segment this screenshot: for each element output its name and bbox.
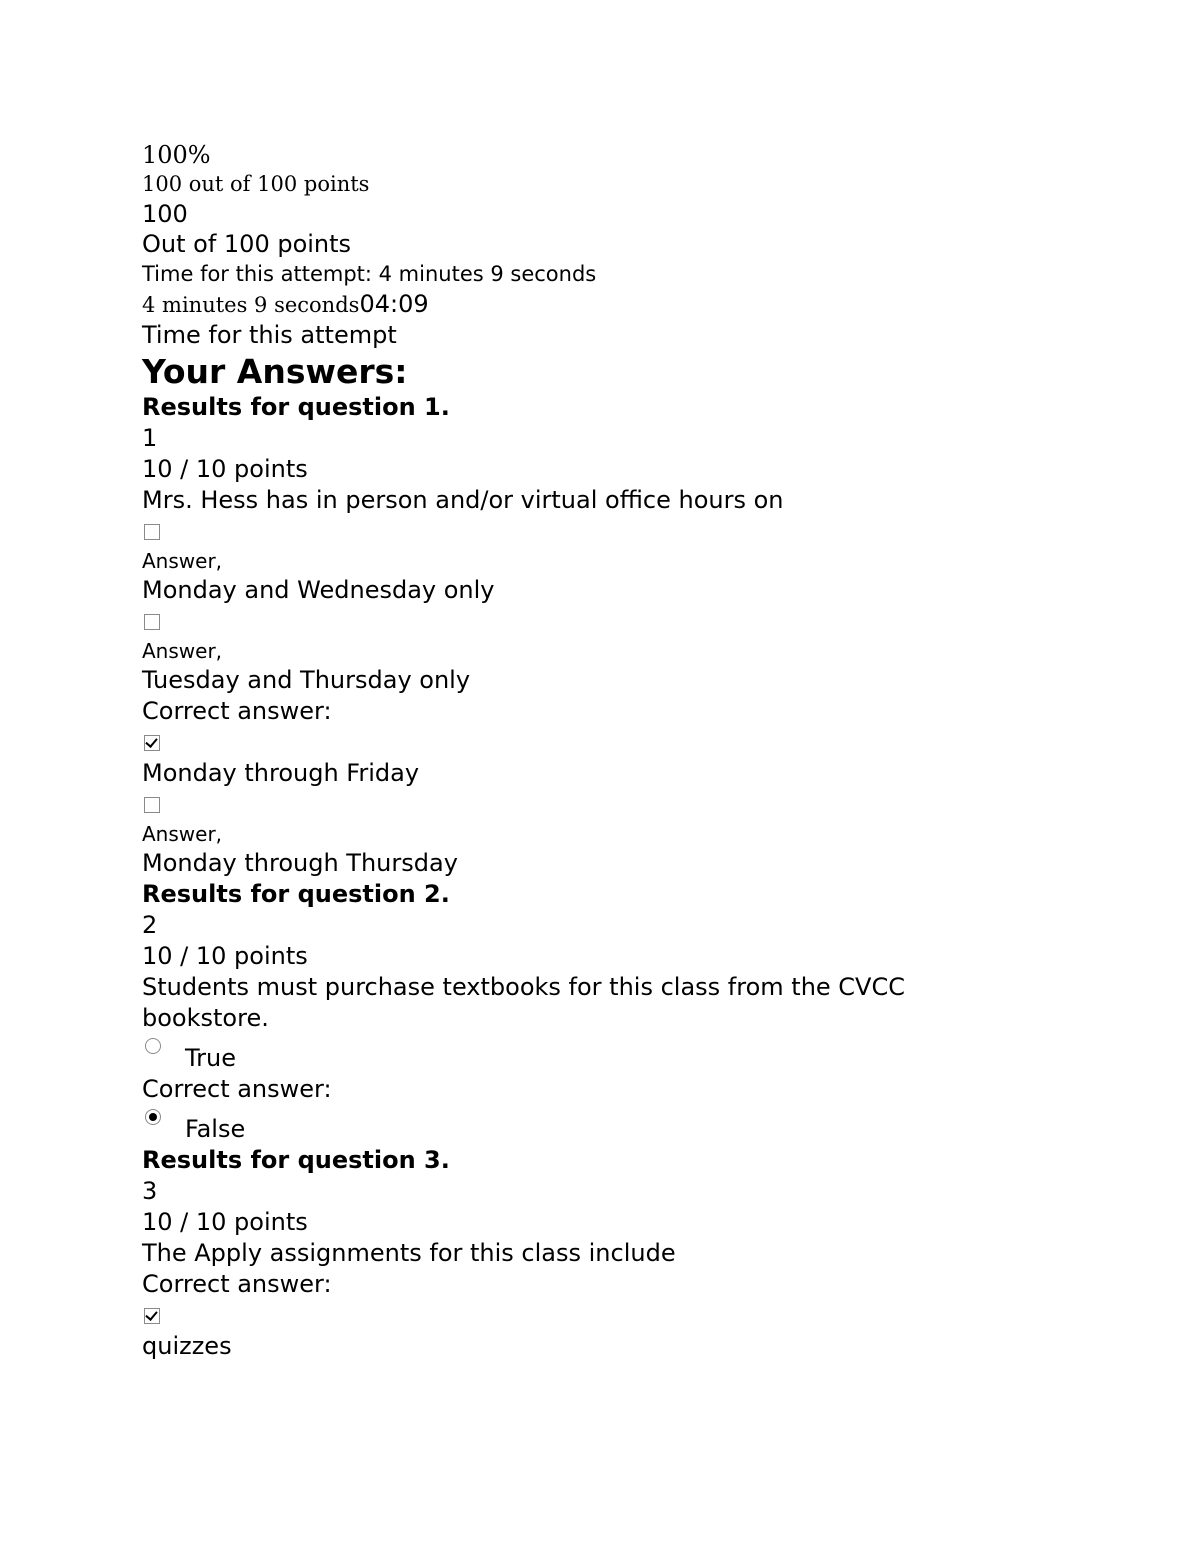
question-prompt: The Apply assignments for this class include: [142, 1239, 676, 1267]
correct-answer-label: Correct answer:: [142, 697, 332, 725]
radio-button[interactable]: [145, 1038, 161, 1054]
answer-text: False: [185, 1115, 246, 1143]
question-3: [142, 1145, 1042, 1362]
question-number: 3: [142, 1177, 158, 1205]
answer-tag: Answer,: [142, 822, 223, 846]
correct-answer-label: Correct answer:: [142, 1075, 332, 1103]
answer-option-true[interactable]: [142, 1034, 1042, 1074]
answer-checkbox-checked[interactable]: [144, 735, 160, 751]
question-points: 10 / 10 points: [142, 455, 308, 483]
answer-tag: Answer,: [142, 639, 223, 663]
answer-text: Monday and Wednesday only: [142, 576, 495, 604]
time-clock: 04:09: [359, 290, 429, 318]
question-number: 1: [142, 424, 158, 452]
question-title: Results for question 1.: [142, 393, 450, 421]
correct-answer-label: Correct answer:: [142, 1270, 332, 1298]
results-page: [142, 140, 1042, 1362]
answer-option-false[interactable]: [142, 1105, 1042, 1145]
score-percent: 100%: [142, 141, 211, 169]
answer-checkbox[interactable]: [144, 797, 160, 813]
answer-checkbox[interactable]: [144, 524, 160, 540]
answer-text: quizzes: [142, 1332, 232, 1360]
question-title: Results for question 2.: [142, 880, 450, 908]
answer-checkbox-checked[interactable]: [144, 1308, 160, 1324]
answer-tag: Answer,: [142, 549, 223, 573]
answer-text: Monday through Thursday: [142, 849, 458, 877]
question-points: 10 / 10 points: [142, 1208, 308, 1236]
time-label: Time for this attempt: [142, 321, 397, 349]
question-title: Results for question 3.: [142, 1146, 450, 1174]
score-value: 100: [142, 200, 188, 228]
your-answers-heading: Your Answers:: [142, 352, 408, 391]
question-prompt: Students must purchase textbooks for this class from the CVCC bookstore.: [142, 973, 905, 1032]
question-prompt: Mrs. Hess has in person and/or virtual office hours on: [142, 486, 784, 514]
score-points-text: 100 out of 100 points: [142, 172, 370, 196]
time-row: [142, 289, 1042, 320]
answer-text: True: [185, 1044, 236, 1072]
question-points: 10 / 10 points: [142, 942, 308, 970]
answer-checkbox[interactable]: [144, 614, 160, 630]
time-words: 4 minutes 9 seconds: [142, 293, 360, 317]
radio-button-selected[interactable]: [145, 1109, 161, 1125]
question-number: 2: [142, 911, 158, 939]
time-attempt-line: Time for this attempt: 4 minutes 9 seconds: [142, 262, 597, 286]
score-out-of: Out of 100 points: [142, 230, 352, 258]
answer-text: Monday through Friday: [142, 759, 420, 787]
answer-text: Tuesday and Thursday only: [142, 666, 471, 694]
question-2: [142, 879, 1042, 1145]
question-1: [142, 392, 1042, 879]
